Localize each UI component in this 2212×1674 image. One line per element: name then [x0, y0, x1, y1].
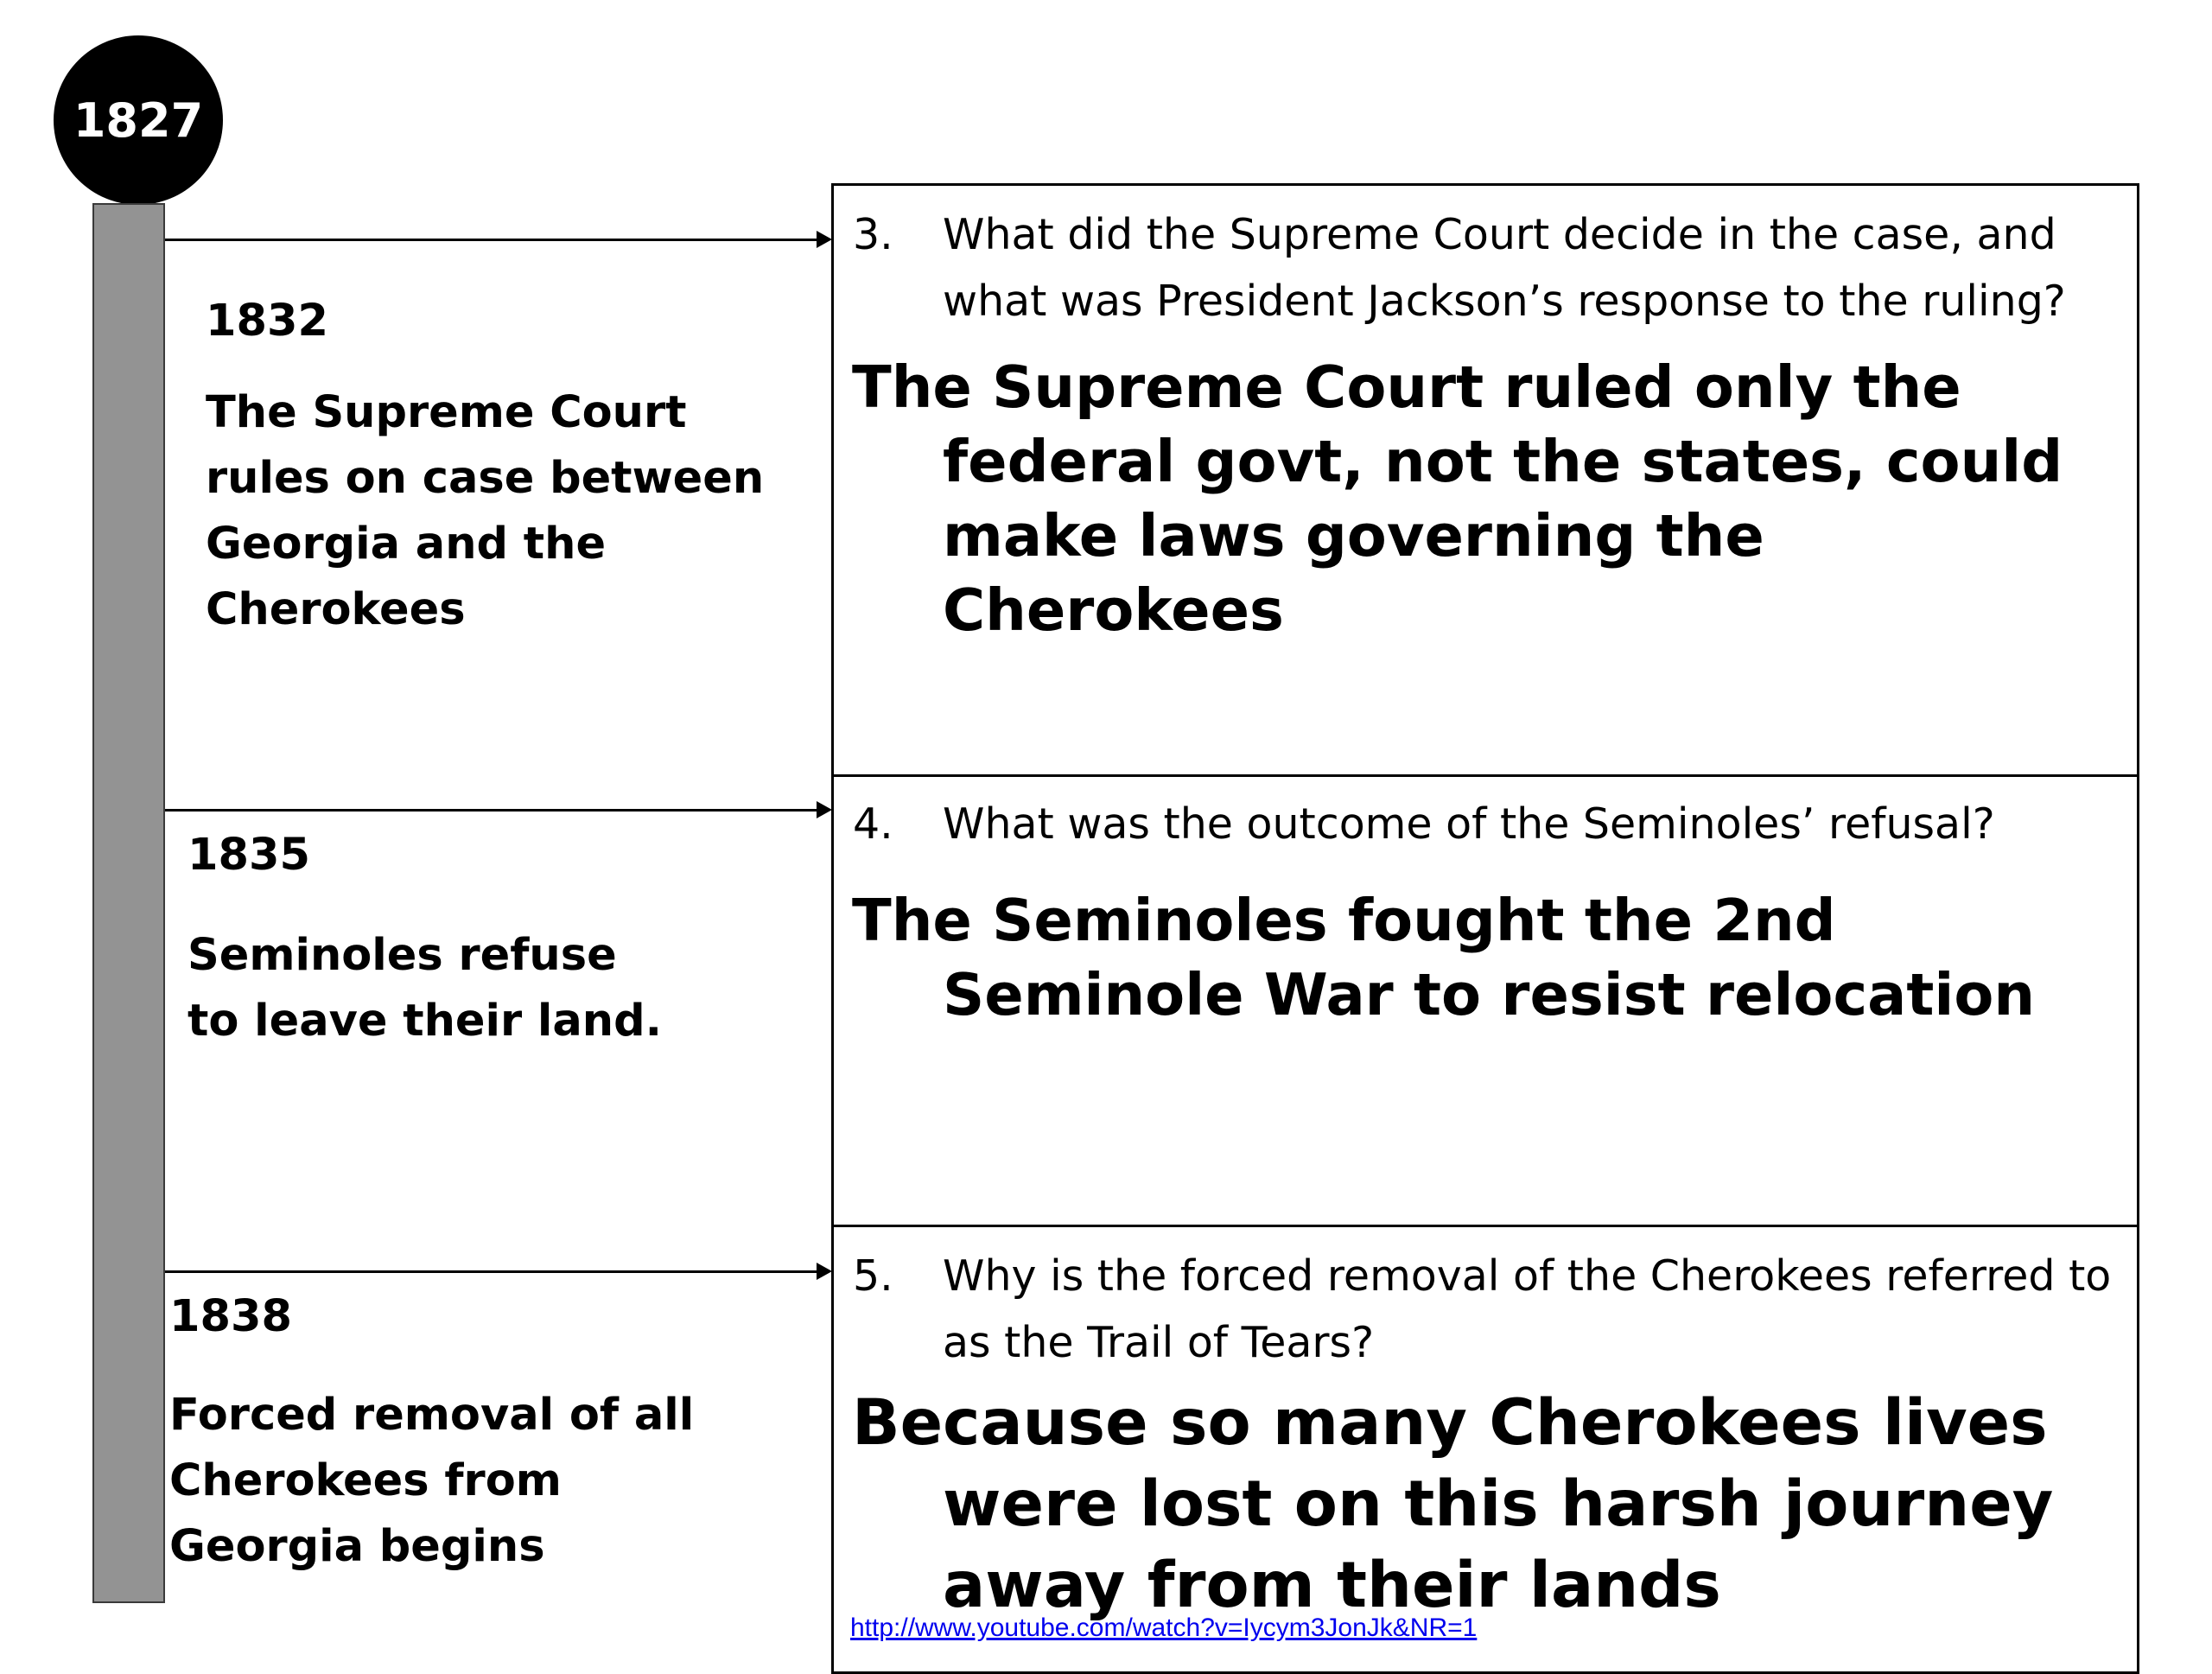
event-year: 1832 [206, 296, 328, 347]
question-box-3 [831, 183, 2139, 777]
arrow-head-icon [817, 801, 832, 818]
question-label: What did the Supreme Court decide in the case, and what was President Jackson’s response to the ruling? [943, 210, 2066, 326]
question-text [834, 201, 2137, 334]
event-text: The Supreme Court rules on case between Georgia and the Cherokees [206, 387, 765, 635]
answer-text: The Supreme Court ruled only the federal govt, not the states, could make laws governing the Cherokees [852, 353, 2063, 644]
video-link[interactable]: http://www.youtube.com/watch?v=Iycym3JonJk&NR=1 [850, 1614, 1478, 1642]
question-text [834, 1243, 2137, 1376]
timeline-event-1835 [188, 823, 680, 1054]
event-year: 1838 [169, 1291, 292, 1342]
start-year-label: 1827 [73, 92, 204, 148]
question-label: Why is the forced removal of the Cherokees referred to as the Trail of Tears? [943, 1251, 2112, 1367]
question-number: 5. [853, 1251, 893, 1301]
answer-text: The Seminoles fought the 2nd Seminole War to resist relocation [852, 887, 2036, 1028]
arrow-event-1832 [165, 239, 829, 241]
answer-text: Because so many Cherokees lives were lost on this harsh journey away from their lands [852, 1386, 2054, 1622]
arrow-event-1835 [165, 809, 829, 812]
question-label: What was the outcome of the Seminoles’ refusal? [943, 799, 1995, 849]
question-box-5 [831, 1225, 2139, 1674]
question-number: 3. [853, 210, 893, 259]
arrow-event-1838 [165, 1270, 829, 1273]
event-text: Seminoles refuse to leave their land. [188, 930, 662, 1047]
question-number: 4. [853, 799, 893, 849]
question-box-4 [831, 774, 2139, 1227]
timeline-event-1832 [206, 289, 810, 643]
start-year-circle [54, 35, 223, 205]
arrow-head-icon [817, 231, 832, 248]
question-text [834, 791, 2137, 857]
timeline-event-1838 [169, 1284, 757, 1580]
event-year: 1835 [188, 830, 310, 881]
timeline-bar [92, 203, 165, 1603]
event-text: Forced removal of all Cherokees from Georgia begins [169, 1390, 695, 1572]
arrow-head-icon [817, 1263, 832, 1280]
